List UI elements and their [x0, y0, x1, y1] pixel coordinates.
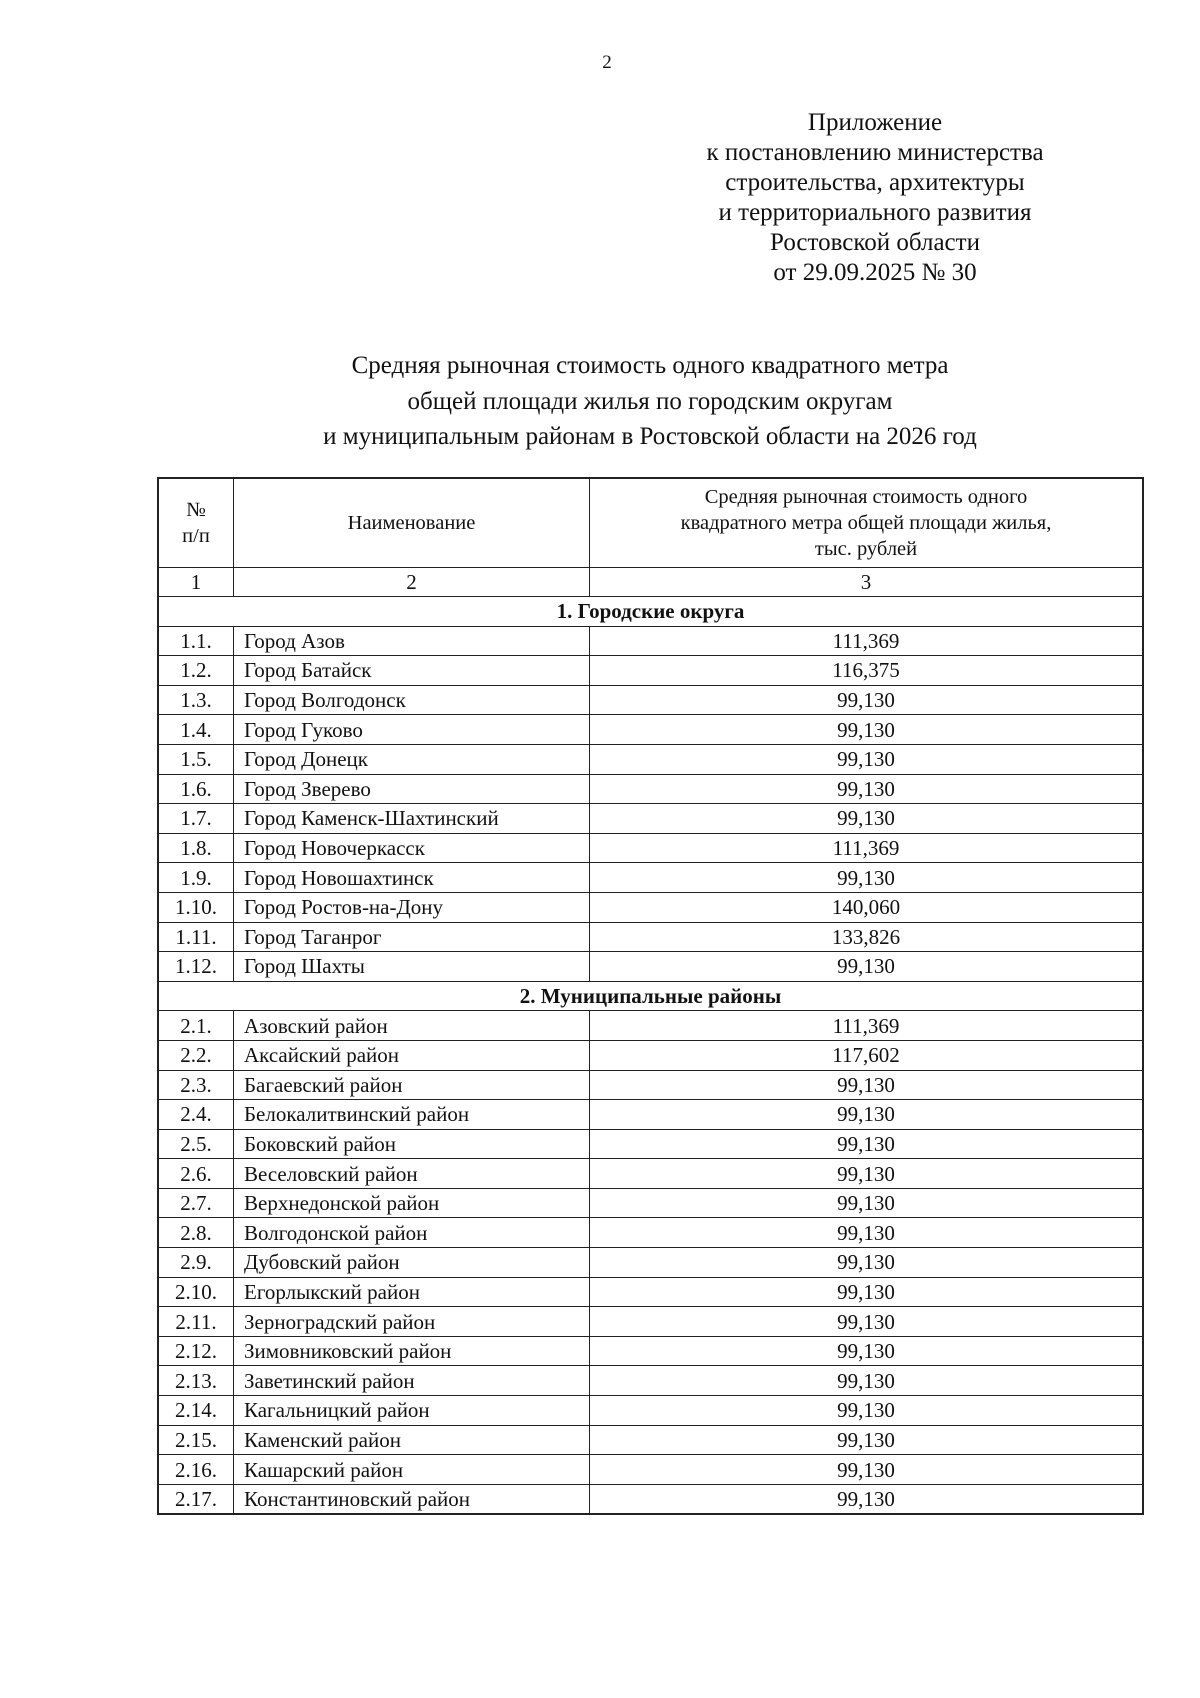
document-title: [150, 348, 1150, 455]
row-value: 99,130: [590, 1484, 1144, 1514]
row-value: 140,060: [590, 892, 1144, 922]
table-row: [158, 1425, 1143, 1455]
row-name: Кагальницкий район: [234, 1396, 590, 1426]
table-row: [158, 626, 1143, 656]
table-row: [158, 744, 1143, 774]
row-number: 2.5.: [158, 1129, 234, 1159]
title-line: Средняя рыночная стоимость одного квадратного метра: [351, 352, 949, 379]
appendix-line: к постановлению министерства: [706, 139, 1044, 166]
table-row: [158, 1336, 1143, 1366]
row-value: 99,130: [590, 863, 1144, 893]
table-row: [158, 1277, 1143, 1307]
row-number: 2.1.: [158, 1011, 234, 1041]
row-name: Веселовский район: [234, 1159, 590, 1189]
row-number: 1.1.: [158, 626, 234, 656]
row-name: Город Шахты: [234, 952, 590, 982]
table-row: [158, 656, 1143, 686]
row-value: 117,602: [590, 1040, 1144, 1070]
row-name: Город Новочеркасск: [234, 833, 590, 863]
table-row: [158, 1218, 1143, 1248]
row-number: 2.16.: [158, 1455, 234, 1485]
table-row: [158, 1129, 1143, 1159]
row-name: Волгодонской район: [234, 1218, 590, 1248]
table-row: [158, 1100, 1143, 1130]
row-value: 99,130: [590, 1188, 1144, 1218]
table-row: [158, 833, 1143, 863]
row-name: Верхнедонской район: [234, 1188, 590, 1218]
column-number: 3: [590, 568, 1144, 597]
row-name: Город Донецк: [234, 744, 590, 774]
row-value: 99,130: [590, 952, 1144, 982]
row-value: 99,130: [590, 1336, 1144, 1366]
header-name: Наименование: [234, 478, 590, 568]
row-value: 99,130: [590, 774, 1144, 804]
appendix-line: Ростовской области: [770, 229, 980, 256]
row-value: 99,130: [590, 1277, 1144, 1307]
page-number: 2: [602, 52, 612, 73]
appendix-header: [690, 108, 1060, 288]
row-number: 2.10.: [158, 1277, 234, 1307]
appendix-line: и территориального развития: [718, 199, 1032, 226]
column-number: 2: [234, 568, 590, 597]
table-row: [158, 1396, 1143, 1426]
section-title: 2. Муниципальные районы: [158, 981, 1143, 1011]
column-number: 1: [158, 568, 234, 597]
row-number: 1.10.: [158, 892, 234, 922]
column-number-row: [158, 568, 1143, 597]
table-body: [158, 568, 1143, 1515]
appendix-line: строительства, архитектуры: [725, 169, 1025, 196]
title-line: и муниципальным районам в Ростовской области на 2026 год: [323, 423, 977, 450]
table-row: [158, 1070, 1143, 1100]
row-number: 2.17.: [158, 1484, 234, 1514]
header-value: Средняя рыночная стоимость одного квадратного метра общей площади жилья, тыс. рублей: [590, 478, 1144, 568]
row-value: 99,130: [590, 1425, 1144, 1455]
row-value: 111,369: [590, 833, 1144, 863]
row-number: 2.15.: [158, 1425, 234, 1455]
row-name: Город Каменск-Шахтинский: [234, 804, 590, 834]
row-name: Город Азов: [234, 626, 590, 656]
row-name: Дубовский район: [234, 1248, 590, 1278]
row-number: 2.4.: [158, 1100, 234, 1130]
table-header-row: [158, 478, 1143, 568]
table-row: [158, 1011, 1143, 1041]
row-number: 2.7.: [158, 1188, 234, 1218]
section-header-row: [158, 981, 1143, 1011]
table-row: [158, 863, 1143, 893]
row-number: 1.4.: [158, 715, 234, 745]
row-value: 99,130: [590, 804, 1144, 834]
table-row: [158, 952, 1143, 982]
table-row: [158, 774, 1143, 804]
row-name: Город Ростов-на-Дону: [234, 892, 590, 922]
row-number: 2.8.: [158, 1218, 234, 1248]
row-name: Город Новошахтинск: [234, 863, 590, 893]
row-number: 1.5.: [158, 744, 234, 774]
table-row: [158, 922, 1143, 952]
row-number: 2.9.: [158, 1248, 234, 1278]
table-row: [158, 715, 1143, 745]
row-value: 99,130: [590, 685, 1144, 715]
row-number: 1.7.: [158, 804, 234, 834]
row-value: 111,369: [590, 1011, 1144, 1041]
row-number: 1.3.: [158, 685, 234, 715]
row-value: 99,130: [590, 1396, 1144, 1426]
row-name: Зерноградский район: [234, 1307, 590, 1337]
table-row: [158, 1159, 1143, 1189]
row-name: Егорлыкский район: [234, 1277, 590, 1307]
row-number: 1.6.: [158, 774, 234, 804]
row-name: Азовский район: [234, 1011, 590, 1041]
row-number: 2.3.: [158, 1070, 234, 1100]
row-name: Кашарский район: [234, 1455, 590, 1485]
header-num: № п/п: [158, 478, 234, 568]
section-title: 1. Городские округа: [158, 597, 1143, 627]
row-name: Константиновский район: [234, 1484, 590, 1514]
row-value: 99,130: [590, 1070, 1144, 1100]
row-name: Город Волгодонск: [234, 685, 590, 715]
table-row: [158, 1484, 1143, 1514]
table-row: [158, 804, 1143, 834]
row-number: 2.14.: [158, 1396, 234, 1426]
row-value: 99,130: [590, 1129, 1144, 1159]
row-name: Город Гуково: [234, 715, 590, 745]
row-name: Город Таганрог: [234, 922, 590, 952]
row-name: Багаевский район: [234, 1070, 590, 1100]
title-line: общей площади жилья по городским округам: [407, 387, 893, 415]
table-row: [158, 892, 1143, 922]
row-number: 2.6.: [158, 1159, 234, 1189]
table-row: [158, 1307, 1143, 1337]
row-number: 2.13.: [158, 1366, 234, 1396]
row-name: Город Батайск: [234, 656, 590, 686]
appendix-line: Приложение: [807, 109, 943, 136]
row-number: 1.9.: [158, 863, 234, 893]
row-number: 2.12.: [158, 1336, 234, 1366]
row-value: 99,130: [590, 1307, 1144, 1337]
row-value: 99,130: [590, 744, 1144, 774]
row-value: 99,130: [590, 1366, 1144, 1396]
table-row: [158, 685, 1143, 715]
row-name: Каменский район: [234, 1425, 590, 1455]
row-value: 116,375: [590, 656, 1144, 686]
table-row: [158, 1455, 1143, 1485]
row-name: Белокалитвинский район: [234, 1100, 590, 1130]
row-value: 99,130: [590, 1218, 1144, 1248]
row-number: 2.2.: [158, 1040, 234, 1070]
table-row: [158, 1248, 1143, 1278]
row-name: Город Зверево: [234, 774, 590, 804]
row-number: 1.11.: [158, 922, 234, 952]
row-number: 1.2.: [158, 656, 234, 686]
row-value: 99,130: [590, 1248, 1144, 1278]
row-name: Боковский район: [234, 1129, 590, 1159]
row-value: 111,369: [590, 626, 1144, 656]
row-number: 1.12.: [158, 952, 234, 982]
appendix-line: от 29.09.2025 № 30: [773, 259, 977, 286]
price-table: [157, 477, 1144, 1515]
row-name: Аксайский район: [234, 1040, 590, 1070]
table-row: [158, 1366, 1143, 1396]
table-row: [158, 1040, 1143, 1070]
row-value: 99,130: [590, 715, 1144, 745]
row-value: 99,130: [590, 1455, 1144, 1485]
row-number: 2.11.: [158, 1307, 234, 1337]
row-number: 1.8.: [158, 833, 234, 863]
row-name: Заветинский район: [234, 1366, 590, 1396]
row-value: 99,130: [590, 1159, 1144, 1189]
section-header-row: [158, 597, 1143, 627]
table-row: [158, 1188, 1143, 1218]
row-value: 99,130: [590, 1100, 1144, 1130]
row-value: 133,826: [590, 922, 1144, 952]
row-name: Зимовниковский район: [234, 1336, 590, 1366]
